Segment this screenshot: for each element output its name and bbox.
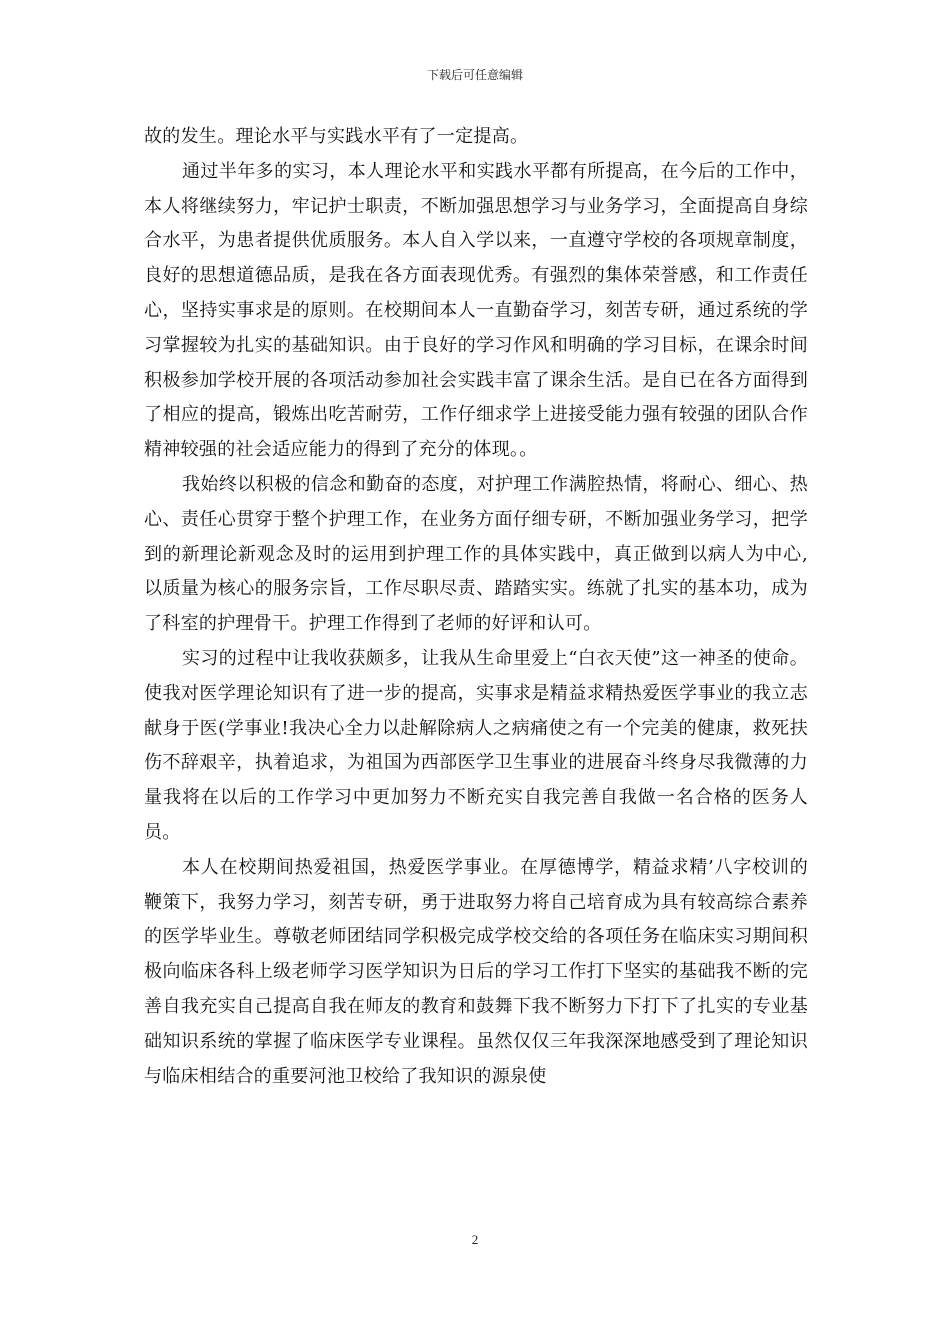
paragraph-3: 我始终以积极的信念和勤奋的态度，对护理工作满腔热情，将耐心、细心、热心、责任心贯穿于整个护理工作，在业务方面仔细专研，不断加强业务学习，把学到的新理论新观念及时的运用到护理工作的具体实践中，真正做到以病人为中心,以质量为核心的服务宗旨，工作尽职尽责、踏踏实实。练就了扎实的基本功，成为了科室的护理骨干。护理工作得到了老师的好评和认可。: [144, 473, 808, 635]
paragraph-1: 故的发生。理论水平与实践水平有了一定提高。: [144, 126, 529, 147]
paragraph-2: 通过半年多的实习，本人理论水平和实践水平都有所提高，在今后的工作中，本人将继续努力，牢记护士职责，不断加强思想学习与业务学习，全面提高自身综合水平，为患者提供优质服务。本人自入学以来，一直遵守学校的各项规章制度，良好的思想道德品质，是我在各方面表现优秀。有强烈的集体荣誉感，和工作责任心，坚持实事求是的原则。在校期间本人一直勤奋学习，刻苦专研，通过系统的学习掌握较为扎实的基础知识。由于良好的学习作风和明确的学习目标，在课余时间积极参加学校开展的各项活动参加社会实践丰富了课余生活。是自已在各方面得到了相应的提高，锻炼出吃苦耐劳，工作仔细求学上进接受能力强有较强的团队合作精神较强的社会适应能力的得到了充分的体现。。: [144, 160, 808, 461]
paragraph-5: 本人在校期间热爱祖国，热爱医学事业。在厚德博学，精益求精’八字校训的鞭策下，我努力学习，刻苦专研，勇于进取努力将自己培育成为具有较高综合素养的医学毕业生。尊敬老师团结同学积极完成学校交给的各项任务在临床实习期间积极向临床各科上级老师学习医学知识为日后的学习工作打下坚实的基础我不断的完善自我充实自己提高自我在师友的教育和鼓舞下我不断努力下打下了扎实的专业基础知识系统的掌握了临床医学专业课程。虽然仅仅三年我深深地感受到了理论知识与临床相结合的重要河池卫校给了我知识的源泉使: [144, 856, 808, 1087]
page-header: 下载后可任意编辑: [426, 68, 523, 82]
page-number: 2: [471, 1232, 479, 1247]
document-body: [144, 120, 808, 1094]
paragraph-4: 实习的过程中让我收获颇多，让我从生命里爱上“白衣天使”这一神圣的使命。使我对医学理论知识有了进一步的提高，实事求是精益求精热爱医学事业的我立志献身于医(学事业!我决心全力以赴解除病人之病痛使之有一个完美的健康，救死扶伤不辞艰辛，执着追求，为祖国为西部医学卫生事业的进展奋斗终身尽我微薄的力量我将在以后的工作学习中更加努力不断充实自我完善自我做一名合格的医务人员。: [144, 647, 808, 843]
